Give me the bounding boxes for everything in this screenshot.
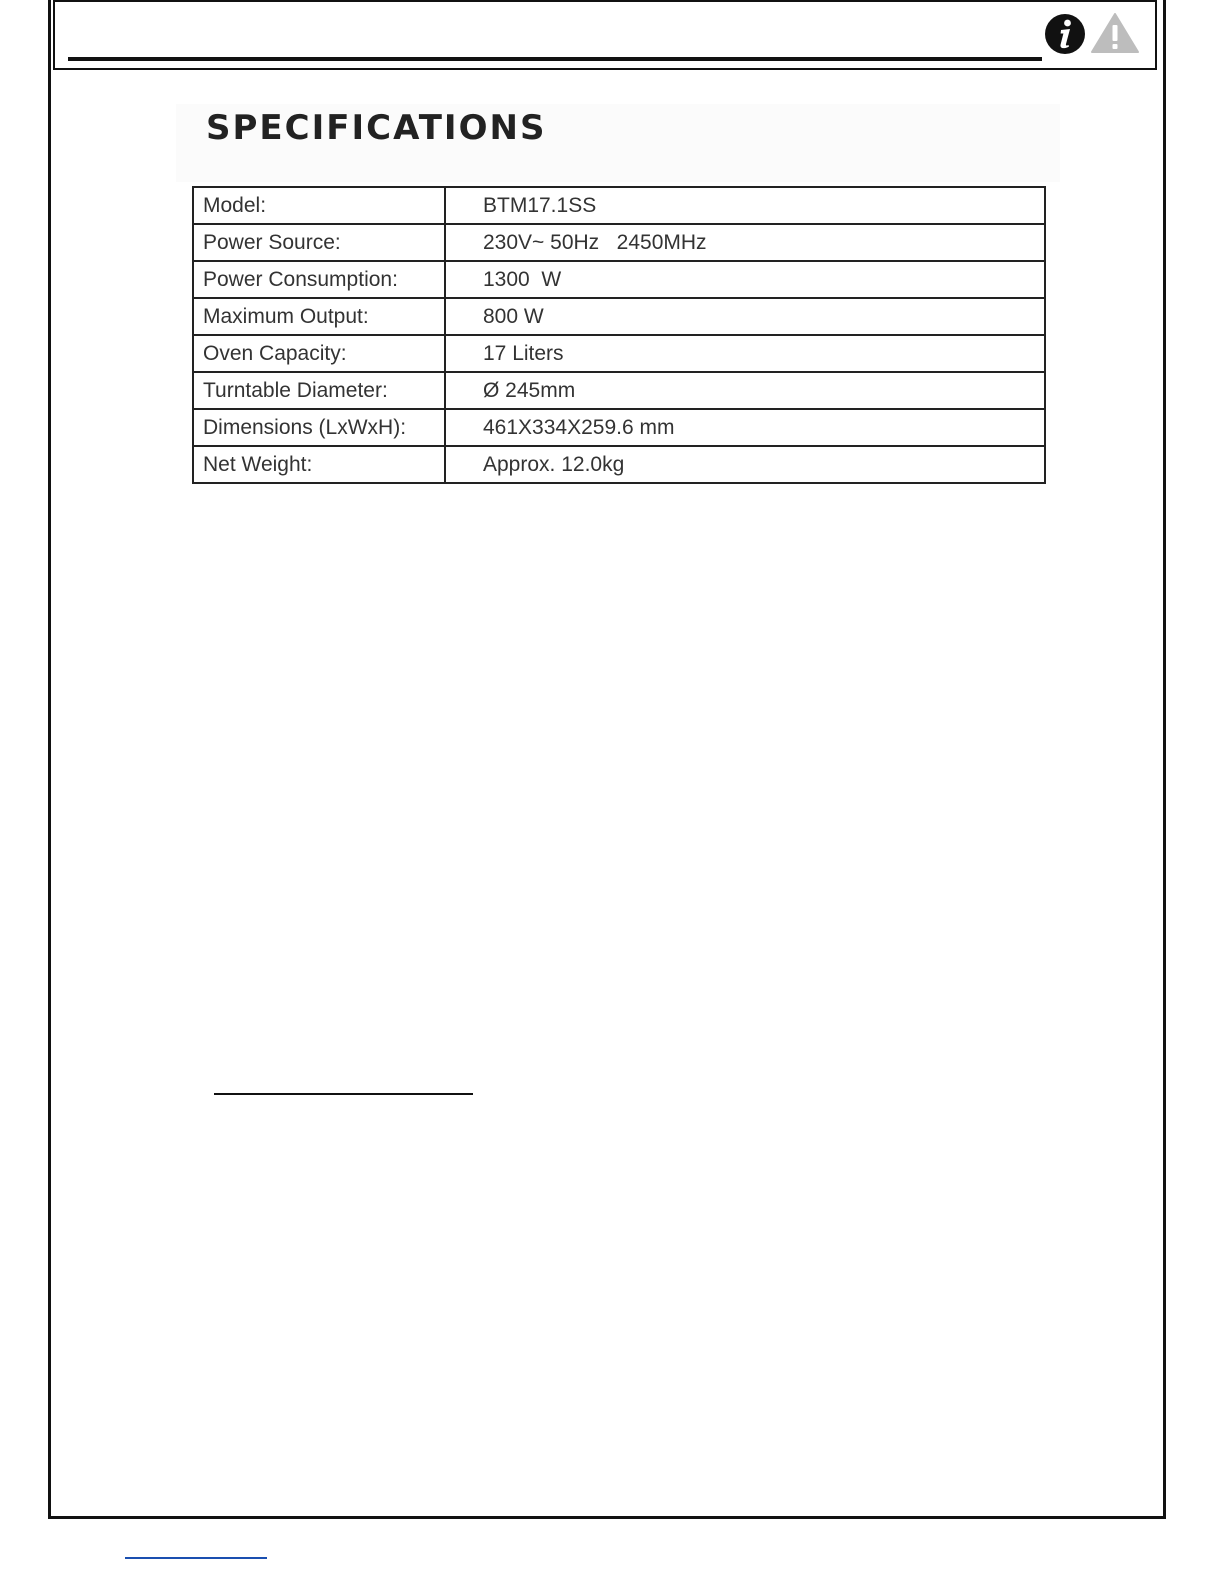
- header-rule: [68, 57, 1042, 61]
- spec-label: Power Source:: [193, 224, 445, 261]
- spec-value: Ø 245mm: [445, 372, 1045, 409]
- spec-label: Maximum Output:: [193, 298, 445, 335]
- table-row: [193, 261, 1045, 298]
- footer-link-underline[interactable]: [125, 1557, 267, 1559]
- spec-value: Approx. 12.0kg: [445, 446, 1045, 483]
- spec-value: 230V~ 50Hz 2450MHz: [445, 224, 1045, 261]
- table-row: [193, 335, 1045, 372]
- table-row: [193, 446, 1045, 483]
- spec-label: Model:: [193, 187, 445, 224]
- table-row: [193, 298, 1045, 335]
- table-row: [193, 372, 1045, 409]
- spec-value: 1300 W: [445, 261, 1045, 298]
- spec-value: 461X334X259.6 mm: [445, 409, 1045, 446]
- table-row: [193, 187, 1045, 224]
- spec-label: Dimensions (LxWxH):: [193, 409, 445, 446]
- spec-value: 17 Liters: [445, 335, 1045, 372]
- specifications-table: [192, 186, 1046, 484]
- warning-icon: [1090, 12, 1140, 54]
- table-row: [193, 409, 1045, 446]
- info-icon: [1044, 13, 1086, 55]
- page-title: SPECIFICATIONS: [206, 108, 547, 148]
- spec-value: BTM17.1SS: [445, 187, 1045, 224]
- spec-label: Power Consumption:: [193, 261, 445, 298]
- spec-label: Turntable Diameter:: [193, 372, 445, 409]
- spec-label: Oven Capacity:: [193, 335, 445, 372]
- spec-label: Net Weight:: [193, 446, 445, 483]
- spec-value: 800 W: [445, 298, 1045, 335]
- divider-line: [214, 1093, 473, 1095]
- table-row: [193, 224, 1045, 261]
